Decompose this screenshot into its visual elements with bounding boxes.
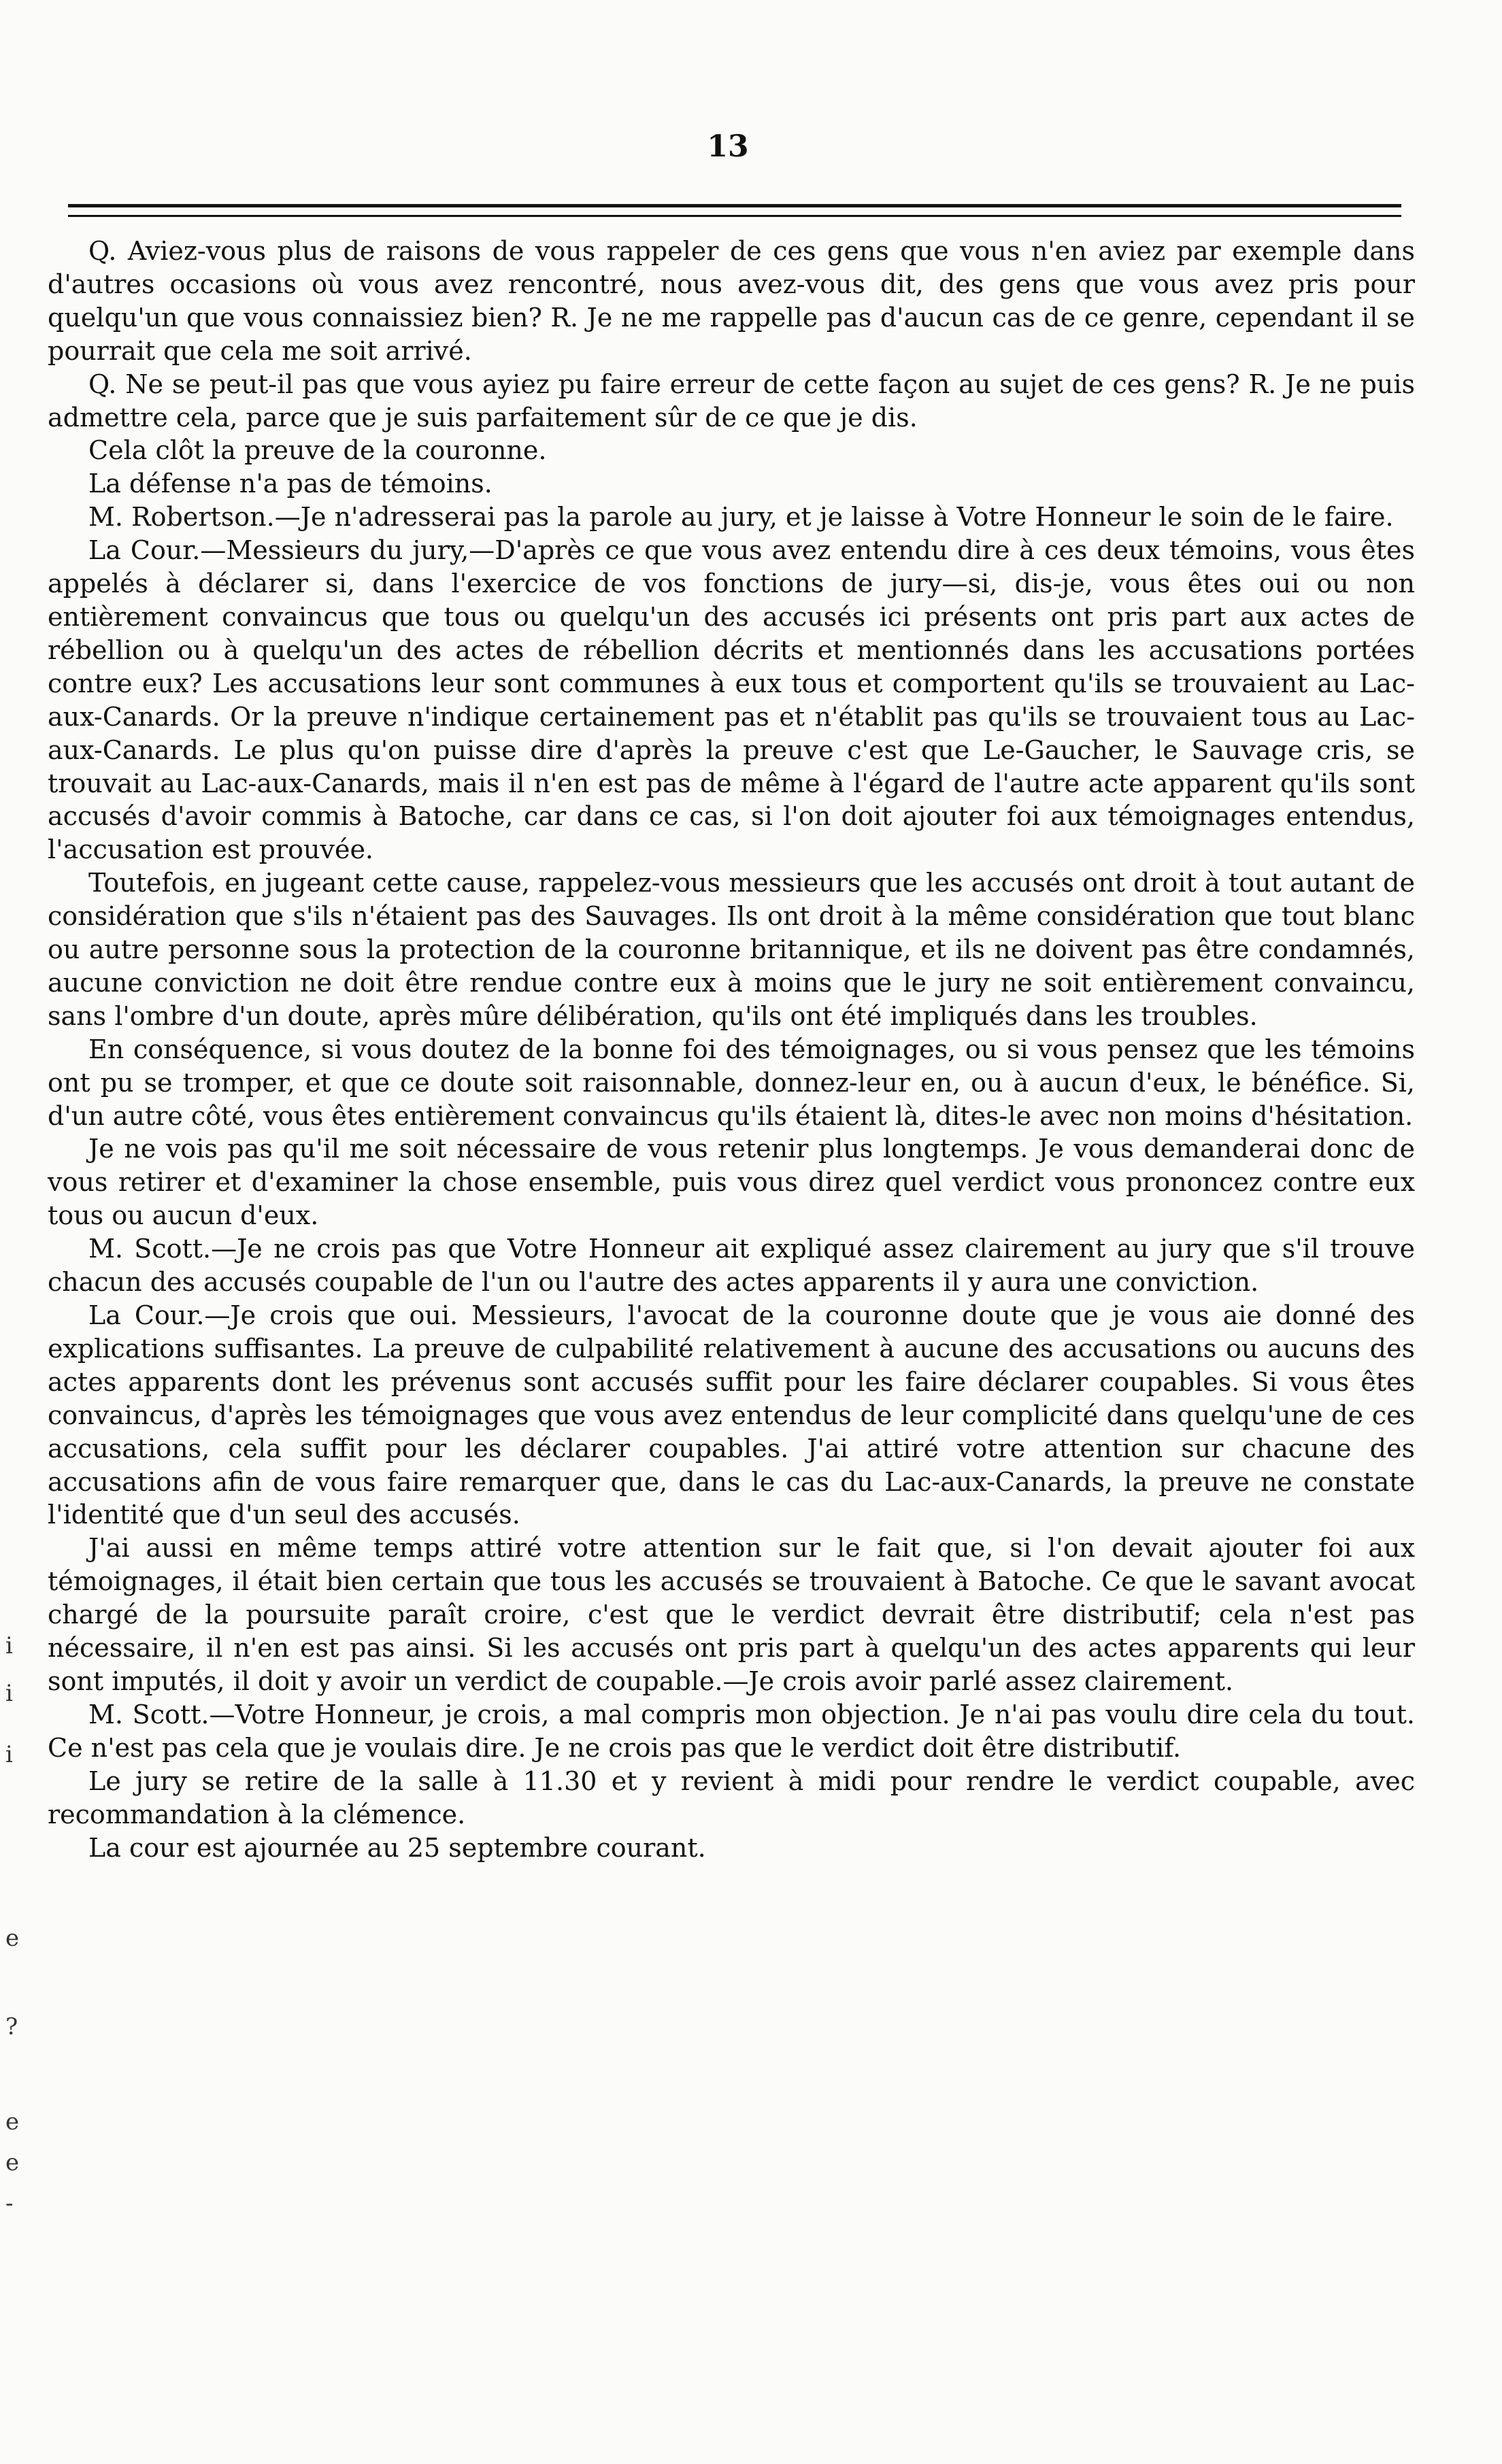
paragraph-court-consideration: Toutefois, en jugeant cette cause, rappelez-vous messieurs que les accusés ont droit à tout autant de considération que s'ils n'étaient pas des Sauvages. Ils ont droit à la même considération que tout blanc ou autre personne sous la protection de la couronne britannique, et ils ne doivent pas être condamnés, aucune conviction ne doit être rendue contre eux à moins que le jury ne soit entièrement convaincu, sans l'ombre d'un doute, après mûre délibération, qu'ils ont été impliqués dans les troubles. (48, 868, 1415, 1031)
paragraph-court-batoche: J'ai aussi en même temps attiré votre attention sur le fait que, si l'on devait ajouter foi aux témoignages, il était bien certain que tous les accusés se trouvaient à Batoche. Ce que le savant avocat chargé de la poursuite paraît croire, c'est que le verdict devrait être distributif; cela n'est pas nécessaire, il n'en est pas ainsi. Si les accusés ont pris part à quelqu'un des actes apparents qui leur sont imputés, il doit y avoir un verdict de coupable.—Je crois avoir parlé assez clairement. (48, 1533, 1415, 1696)
margin-mark: e (5, 1925, 20, 1952)
paragraph-crown-closes: Cela clôt la preuve de la couronne. (88, 435, 547, 466)
body-text (48, 235, 1415, 1864)
margin-mark: i (5, 1680, 13, 1707)
header-rule-thick (68, 204, 1401, 207)
margin-mark: i (5, 1632, 13, 1659)
paragraph-adjournment: La cour est ajournée au 25 septembre courant. (88, 1832, 706, 1863)
left-margin-bleed (0, 0, 41, 2464)
paragraph-jury-verdict: Le jury se retire de la salle à 11.30 et y revient à midi pour rendre le verdict coupable, avec recommandation à la clémence. (48, 1766, 1415, 1829)
paragraph-scott-objection: M. Scott.—Je ne crois pas que Votre Honneur ait expliqué assez clairement au jury que s'il trouve chacun des accusés coupable de l'un ou l'autre des actes apparents il y aura une conviction. (48, 1234, 1415, 1298)
paragraph-robertson: M. Robertson.—Je n'adresserai pas la parole au jury, et je laisse à Votre Honneur le soin de le faire. (88, 502, 1394, 533)
page-number: 13 (707, 129, 749, 164)
paragraph-question-2: Q. Ne se peut-il pas que vous ayiez pu faire erreur de cette façon au sujet de ces gens? R. Je ne puis admettre cela, parce que je suis parfaitement sûr de ce que je dis. (48, 369, 1415, 433)
paragraph-court-charge: La Cour.—Messieurs du jury,—D'après ce que vous avez entendu dire à ces deux témoins, vous êtes appelés à déclarer si, dans l'exercice de vos fonctions de jury—si, dis-je, vous êtes oui ou non entièrement convaincus que tous ou quelqu'un des accusés ici présents ont pris part aux actes de rébellion ou à quelqu'un des actes de rébellion décrits et mentionnés dans les accusations portées contre eux? Les accusations leur sont communes à eux tous et comportent qu'ils se trouvaient au Lac-aux-Canards. Or la preuve n'indique certainement pas et n'établit pas qu'ils se trouvaient tous au Lac-aux-Canards. Le plus qu'on puisse dire d'après la preuve c'est que Le-Gaucher, le Sauvage cris, se trouvait au Lac-aux-Canards, mais il n'en est pas de même à l'égard de l'autre acte apparent qu'ils sont accusés d'avoir commis à Batoche, car dans ce cas, si l'on doit ajouter foi aux témoignages entendus, l'accusation est prouvée. (48, 535, 1415, 865)
paragraph-scott-clarification: M. Scott.—Votre Honneur, je crois, a mal compris mon objection. Je n'ai pas voulu dire cela du tout. Ce n'est pas cela que je voulais dire. Je ne crois pas que le verdict doit être distributif. (48, 1699, 1415, 1763)
margin-mark: i (5, 1741, 13, 1768)
margin-mark: e (5, 2108, 20, 2136)
paragraph-court-doubt: En conséquence, si vous doutez de la bonne foi des témoignages, ou si vous pensez que les témoins ont pu se tromper, et que ce doute soit raisonnable, donnez-leur en, ou à aucun d'eux, le bénéfice. Si, d'un autre côté, vous êtes entièrement convaincus qu'ils étaient là, dites-le avec non moins d'hésitation. (48, 1034, 1415, 1131)
paragraph-court-retire: Je ne vois pas qu'il me soit nécessaire de vous retenir plus longtemps. Je vous demanderai donc de vous retirer et d'examiner la chose ensemble, puis vous direz quel verdict vous prononcez contre eux tous ou aucun d'eux. (48, 1134, 1415, 1231)
paragraph-defense-no-witnesses: La défense n'a pas de témoins. (88, 469, 493, 499)
margin-mark: - (5, 2190, 14, 2217)
margin-mark: ? (5, 2013, 18, 2040)
paragraph-court-reply: La Cour.—Je crois que oui. Messieurs, l'avocat de la couronne doute que je vous aie donné des explications suffisantes. La preuve de culpabilité relativement à aucune des accusations ou aucuns des actes apparents dont les prévenus sont accusés suffit pour les faire déclarer coupables. Si vous êtes convaincus, d'après les témoignages que vous avez entendus de leur complicité dans quelqu'une de ces accusations, cela suffit pour les déclarer coupables. J'ai attiré votre attention sur chacune des accusations afin de vous faire remarquer que, dans le cas du Lac-aux-Canards, la preuve ne constate l'identité que d'un seul des accusés. (48, 1300, 1415, 1530)
margin-mark: e (5, 2149, 20, 2176)
paragraph-question-1: Q. Aviez-vous plus de raisons de vous rappeler de ces gens que vous n'en aviez par exemple dans d'autres occasions où vous avez rencontré, nous avez-vous dit, des gens que vous avez pris pour quelqu'un que vous connaissiez bien? R. Je ne me rappelle pas d'aucun cas de ce genre, cependant il se pourrait que cela me soit arrivé. (48, 236, 1415, 366)
header-rule-thin (68, 215, 1401, 217)
